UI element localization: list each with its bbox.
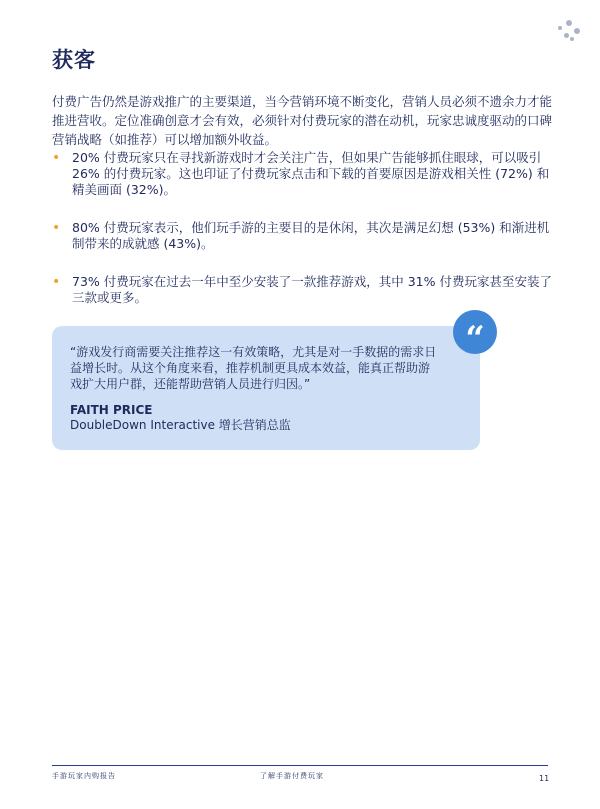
bullet-list <box>52 150 552 306</box>
page-title: 获客 <box>52 48 96 72</box>
brand-logo <box>556 20 582 42</box>
page-number: 11 <box>539 774 550 783</box>
list-item <box>52 150 552 198</box>
list-item <box>52 274 552 306</box>
footer-report-title: 手游玩家内购报告 <box>52 772 116 780</box>
quote-mark-icon: “ <box>453 310 497 354</box>
quote-author-role: DoubleDown Interactive 增长营销总监 <box>70 418 291 432</box>
footer-divider <box>52 765 548 766</box>
bullet-dot-icon: • <box>52 150 61 166</box>
bullet-dot-icon: • <box>52 274 61 290</box>
bullet-text: 73% 付费玩家在过去一年中至少安装了一款推荐游戏，其中 31% 付费玩家甚至安装了三款或更多。 <box>72 274 552 305</box>
quote-author: FAITH PRICE <box>70 403 153 417</box>
intro-paragraph: 付费广告仍然是游戏推广的主要渠道，当今营销环境不断变化，营销人员必须不遗余力才能推进营收。定位准确创意才会有效，必须针对付费玩家的潜在动机，玩家忠诚度驱动的口碑营销战略（如推荐）可以增加额外收益。 <box>52 94 553 147</box>
list-item <box>52 220 552 252</box>
footer-section-title: 了解手游付费玩家 <box>260 772 324 780</box>
bullet-text: 80% 付费玩家表示，他们玩手游的主要目的是休闲，其次是满足幻想 (53%) 和渐进机制带来的成就感 (43%)。 <box>72 220 550 251</box>
quote-text: “游戏发行商需要关注推荐这一有效策略，尤其是对一手数据的需求日益增长时。从这个角度来看，推荐机制更具成本效益，能真正帮助游戏扩大用户群，还能帮助营销人员进行归因。” <box>70 345 437 391</box>
bullet-dot-icon: • <box>52 220 61 236</box>
bullet-text: 20% 付费玩家只在寻找新游戏时才会关注广告，但如果广告能够抓住眼球，可以吸引 26% 的付费玩家。这也印证了付费玩家点击和下载的首要原因是游戏相关性 (72%) 和精美画面 (32%)。 <box>72 150 550 197</box>
